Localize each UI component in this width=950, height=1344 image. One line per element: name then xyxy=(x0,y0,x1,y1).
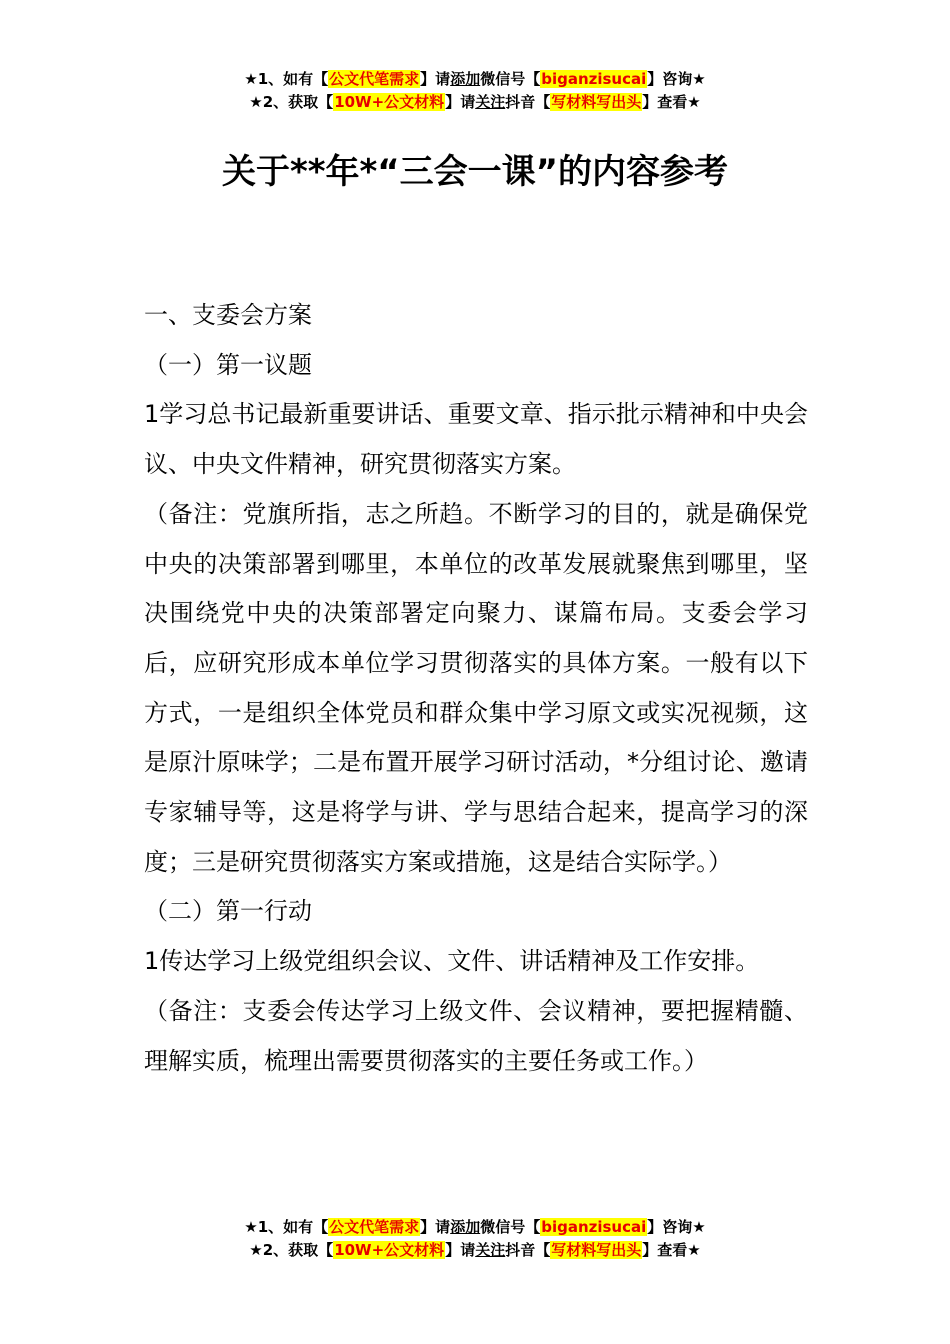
section-heading: 一、支委会方案 xyxy=(144,301,312,329)
highlight-douyin-id: 写材料写出头 xyxy=(551,93,642,111)
header-banner xyxy=(0,68,950,114)
highlight-materials: 10W+公文材料 xyxy=(334,93,445,111)
banner-line-1: ★1、如有【公文代笔需求】请添加微信号【biganzisucai】咨询★ xyxy=(244,1218,706,1236)
highlight-service: 公文代笔需求 xyxy=(329,1218,420,1236)
body-paragraph: 1传达学习上级党组织会议、文件、讲话精神及工作安排。 xyxy=(144,947,760,976)
highlight-wechat-id: biganzisucai xyxy=(541,70,647,88)
body-paragraph: 1学习总书记最新重要讲话、重要文章、指示批示精神和中央会议、中央文件精神，研究贯彻落实方案。 xyxy=(144,400,808,479)
note-paragraph: （备注：党旗所指，志之所趋。不断学习的目的，就是确保党中央的决策部署到哪里，本单位的改革发展就聚焦到哪里，坚决围绕党中央的决策部署定向聚力、谋篇布局。支委会学习后，应研究形成本单位学习贯彻落实的具体方案。一般有以下方式，一是组织全体党员和群众集中学习原文或实况视频，这是原汁原味学；二是布置开展学习研讨活动，*分组讨论、邀请专家辅导等，这是将学与讲、学与思结合起来，提高学习的深度；三是研究贯彻落实方案或措施，这是结合实际学。） xyxy=(144,499,808,876)
banner-line-2: ★2、获取【10W+公文材料】请关注抖音【写材料写出头】查看★ xyxy=(249,1241,701,1259)
banner-line-1: ★1、如有【公文代笔需求】请添加微信号【biganzisucai】咨询★ xyxy=(244,70,706,88)
highlight-materials: 10W+公文材料 xyxy=(334,1241,445,1259)
banner-line-2: ★2、获取【10W+公文材料】请关注抖音【写材料写出头】查看★ xyxy=(249,93,701,111)
subsection-heading: （二）第一行动 xyxy=(144,897,312,926)
highlight-service: 公文代笔需求 xyxy=(329,70,420,88)
footer-banner xyxy=(0,1216,950,1262)
highlight-wechat-id: biganzisucai xyxy=(541,1218,647,1236)
document-title: 关于**年*“三会一课”的内容参考 xyxy=(221,152,729,192)
document-body xyxy=(144,291,808,1086)
highlight-douyin-id: 写材料写出头 xyxy=(551,1241,642,1259)
subsection-heading: （一）第一议题 xyxy=(144,350,312,379)
note-paragraph: （备注：支委会传达学习上级文件、会议精神，要把握精髓、理解实质，梳理出需要贯彻落实的主要任务或工作。） xyxy=(144,996,808,1075)
